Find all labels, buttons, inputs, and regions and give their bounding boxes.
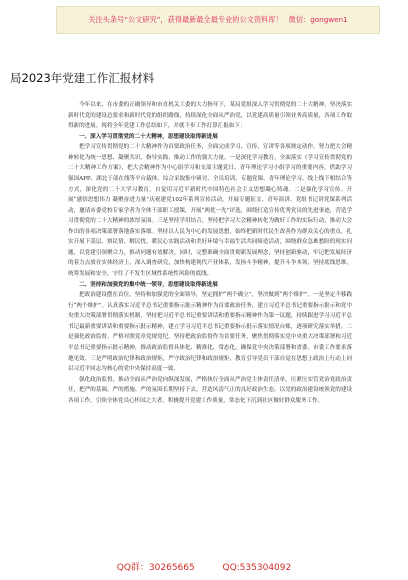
body-paragraph: 把政治建设摆在首位，坚持和加强党的全面领导，坚定拥护“两个确立”，坚决做到“两个维护”。一是坚定不移践行“两个维护”。认真落实习近平总书记重要指示批示精神作为首要政治任务，建立习近平总书记重要指示批示和党中央重大决策部署贯彻落实机制，坚持把习近平总书记重要讲话和重要指示精神作为第一议题，持续跟进学习习近平总书记最新重要讲话和重要指示批示精神，建立学习习近平总书记重要指示批示落实情况台账，逐项研究落实举措。二是强化政治监督。严格对照党章党规党纪，坚持把政治监督作为首要任务，聚焦贯彻落实党中央重大决策部署和习近平总书记重要指示批示精神，推动政治监督具体化、精准化、常态化，确保党中央决策部署和省委、市委工作要求落地见效。三是严明政治纪律和政治规矩，严守政治纪律和政治规矩，教育引导党员干部自觉在思想上政治上行动上同以习近平同志为核心的党中央保持高度一致。	[68, 292, 352, 373]
section-heading-2: 二、坚持和加强党的集中统一领导，思想建设取得新进展	[79, 281, 218, 288]
banner-text: 关注头条号“公文研究”，获得最新最全最专业的公文资料库！	[88, 15, 283, 24]
body-paragraph: 强化政治监督，推动全面从严治党向纵深发展，严格执行全面从严治党主体责任清单，压紧压实管党治党政治责任，把严的基调、严的措施、严的氛围长期坚持下去，营造风清气正的良好政治生态。以党的政治建设统领党的建设各项工作，引领全体党员心怀国之大者，积极提升党建工作质量，常态化下沉到社区做好群众服务工作。	[68, 376, 352, 404]
banner-wechat: 微信：gongwen1	[288, 15, 348, 24]
intro-paragraph: 今年以来，在市委的正确领导和市直机关工委的大力指导下，某局党组深入学习贯彻党的二十大精神，坚决落实新时代党的建设总要求和新时代党的组织路线，持续深化全面从严治党，以党建高质量引领业务高质量，各项工作取得新的进展。现将全年党建工作总结如下，并就下步工作打算汇报如下：	[68, 102, 352, 130]
qq-label: QQ:535304092	[222, 563, 292, 573]
body-paragraph: 把学习宣传贯彻党的二十大精神作为首要政治任务，全面完成学习、宣传、宣讲等各项规定动作，努力把大会精神转化为统一思想、凝聚共识、指导实践、推动工作的强大力量。一是深化学习教育。全面落实《学习宣传贯彻党的二十大精神工作方案》，把大会精神作为中心组学习和支部主题党日、青年理论学习小组学习的重要内容，借助学习强国APP、湖北干部在线等平台载体，综合采取集中研讨、全员培训、专题党课、青年理论学习、线上线下相结合等方式，深化党的二十大学习教育，自觉用习近平新时代中国特色社会主义思想凝心铸魂。二是强化学习宣传。开展“感悟思想伟力 凝聚奋进力量”庆祝建党102年系列宣传活动，开展专题征文、青年演讲、党组书记讲党课系列活动，邀请市委党校专家学者为全体干部职工授课，开展“两优一先”评选，围绕打造宣传优秀党员的先进事迹，营造学习贯彻党的二十大精神的浓厚氛围。三是坚持学用结合，坚持把学习大会精神转化为做好工作的实际行动，推动大会作出的各项决策部署落地落实落细。坚持以人民为中心的发展思想，始终把新时代民生改善作为群众关心的重点，扎实开展下基层、察民情、解民忧、暖民心实践活动和美好环境与幸福生活共同缔造活动，围绕群众急难愁盼的现实问题，以党建引领聚合力，推动问题有效解决。同时，完整准确全面贯彻新发展理念，坚持创新驱动，牢记把发展经济的着力点放在实体经济上，深入调查研究，加快构建现代产业体系，发扬斗争精神，提升斗争本领，坚持底线思维，统筹发展和安全，守住了不发生区域性系统性风险的底线。	[68, 144, 352, 277]
contact-footer	[0, 560, 408, 573]
section-heading-1: 一、深入学习贯彻党的二十大精神，思想建设取得新进展	[79, 133, 218, 140]
document-body	[68, 100, 352, 552]
qq-group-label: QQ群：30265665	[116, 563, 195, 573]
document-title: 局2023年党建工作汇报材料	[10, 71, 155, 85]
promo-banner	[56, 6, 380, 34]
